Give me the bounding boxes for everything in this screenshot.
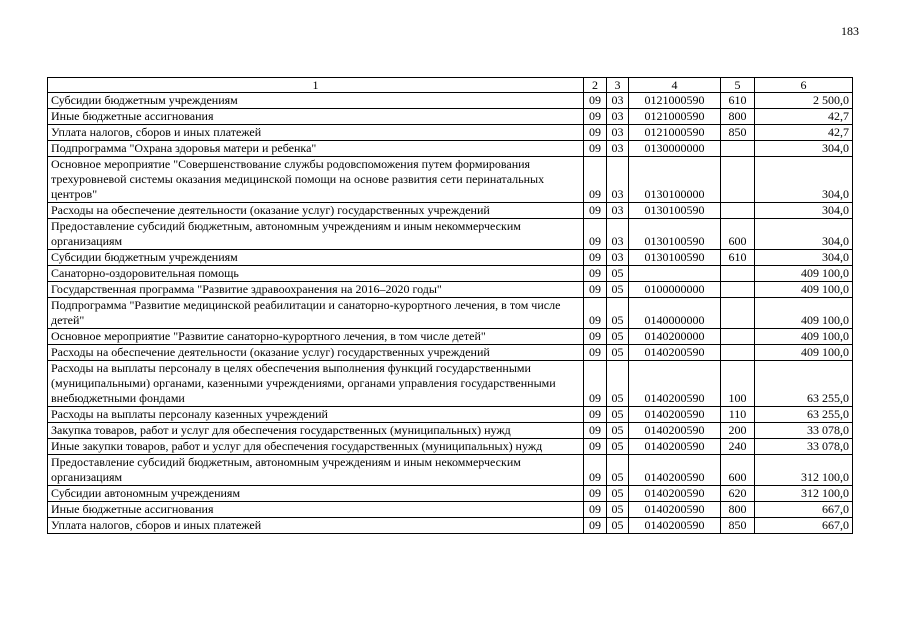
row-amount: 304,0 (755, 203, 853, 219)
row-subsection: 05 (607, 329, 629, 345)
row-amount: 2 500,0 (755, 93, 853, 109)
column-header-target: 4 (629, 78, 721, 93)
row-target-code: 0140200000 (629, 329, 721, 345)
row-section: 09 (584, 361, 607, 407)
row-expense-type: 850 (721, 518, 755, 534)
row-target-code: 0140200590 (629, 455, 721, 486)
row-subsection: 05 (607, 455, 629, 486)
row-amount: 304,0 (755, 219, 853, 250)
row-name: Уплата налогов, сборов и иных платежей (48, 125, 584, 141)
row-expense-type: 600 (721, 455, 755, 486)
row-subsection: 03 (607, 93, 629, 109)
table-row (48, 141, 853, 157)
row-subsection: 03 (607, 109, 629, 125)
row-amount: 667,0 (755, 518, 853, 534)
row-name: Расходы на обеспечение деятельности (оказание услуг) государственных учреждений (48, 203, 584, 219)
row-section: 09 (584, 250, 607, 266)
row-name: Предоставление субсидий бюджетным, автономным учреждениям и иным некоммерческим организациям (48, 219, 584, 250)
row-target-code: 0130100590 (629, 250, 721, 266)
row-subsection: 03 (607, 141, 629, 157)
row-section: 09 (584, 455, 607, 486)
row-subsection: 05 (607, 345, 629, 361)
row-amount: 409 100,0 (755, 298, 853, 329)
row-expense-type (721, 203, 755, 219)
row-expense-type: 110 (721, 407, 755, 423)
row-section: 09 (584, 502, 607, 518)
page-number: 183 (841, 24, 859, 38)
row-expense-type (721, 282, 755, 298)
row-expense-type (721, 157, 755, 203)
table-row (48, 157, 853, 203)
row-section: 09 (584, 125, 607, 141)
row-name: Предоставление субсидий бюджетным, автономным учреждениям и иным некоммерческим организациям (48, 455, 584, 486)
row-expense-type: 610 (721, 93, 755, 109)
row-target-code: 0140200590 (629, 345, 721, 361)
row-section: 09 (584, 423, 607, 439)
table-row (48, 125, 853, 141)
row-subsection: 05 (607, 486, 629, 502)
row-expense-type (721, 298, 755, 329)
row-expense-type: 600 (721, 219, 755, 250)
table-row (48, 266, 853, 282)
row-name: Подпрограмма "Охрана здоровья матери и ребенка" (48, 141, 584, 157)
row-expense-type: 100 (721, 361, 755, 407)
row-amount: 33 078,0 (755, 423, 853, 439)
row-target-code: 0130100590 (629, 219, 721, 250)
row-section: 09 (584, 141, 607, 157)
row-section: 09 (584, 266, 607, 282)
row-amount: 667,0 (755, 502, 853, 518)
row-section: 09 (584, 486, 607, 502)
row-subsection: 05 (607, 502, 629, 518)
row-section: 09 (584, 203, 607, 219)
row-subsection: 03 (607, 125, 629, 141)
table-row (48, 486, 853, 502)
row-section: 09 (584, 439, 607, 455)
row-target-code: 0140200590 (629, 407, 721, 423)
row-expense-type: 240 (721, 439, 755, 455)
row-amount: 312 100,0 (755, 455, 853, 486)
row-amount: 409 100,0 (755, 329, 853, 345)
table-row (48, 93, 853, 109)
row-amount: 409 100,0 (755, 282, 853, 298)
row-name: Государственная программа "Развитие здравоохранения на 2016–2020 годы" (48, 282, 584, 298)
row-name: Основное мероприятие "Совершенствование службы родовспоможения путем формирования трехуровневой системы оказания медицинской помощи на основе развития сети перинатальных центров" (48, 157, 584, 203)
row-expense-type (721, 345, 755, 361)
table-row (48, 518, 853, 534)
row-name: Подпрограмма "Развитие медицинской реабилитации и санаторно-курортного лечения, в том числе детей" (48, 298, 584, 329)
row-subsection: 05 (607, 361, 629, 407)
row-subsection: 03 (607, 219, 629, 250)
row-target-code: 0130100000 (629, 157, 721, 203)
row-expense-type (721, 141, 755, 157)
table-row (48, 282, 853, 298)
column-header-expense-type: 5 (721, 78, 755, 93)
row-target-code: 0140200590 (629, 423, 721, 439)
row-section: 09 (584, 329, 607, 345)
table-row (48, 423, 853, 439)
budget-table (47, 77, 853, 534)
table-row (48, 502, 853, 518)
table-row (48, 298, 853, 329)
row-subsection: 05 (607, 298, 629, 329)
row-amount: 42,7 (755, 109, 853, 125)
table-row (48, 407, 853, 423)
row-expense-type: 850 (721, 125, 755, 141)
row-amount: 409 100,0 (755, 345, 853, 361)
column-header-name: 1 (48, 78, 584, 93)
table-header-row (48, 78, 853, 93)
row-subsection: 05 (607, 266, 629, 282)
row-expense-type (721, 329, 755, 345)
row-name: Иные закупки товаров, работ и услуг для обеспечения государственных (муниципальных) нужд (48, 439, 584, 455)
row-target-code: 0140200590 (629, 439, 721, 455)
row-target-code: 0140000000 (629, 298, 721, 329)
row-expense-type: 610 (721, 250, 755, 266)
row-section: 09 (584, 93, 607, 109)
row-section: 09 (584, 282, 607, 298)
row-amount: 304,0 (755, 157, 853, 203)
table-row (48, 203, 853, 219)
column-header-amount: 6 (755, 78, 853, 93)
row-name: Санаторно-оздоровительная помощь (48, 266, 584, 282)
row-name: Субсидии бюджетным учреждениям (48, 250, 584, 266)
row-section: 09 (584, 219, 607, 250)
row-section: 09 (584, 407, 607, 423)
row-subsection: 05 (607, 439, 629, 455)
table-row (48, 361, 853, 407)
table-row (48, 109, 853, 125)
row-amount: 42,7 (755, 125, 853, 141)
row-subsection: 03 (607, 157, 629, 203)
row-name: Закупка товаров, работ и услуг для обеспечения государственных (муниципальных) нужд (48, 423, 584, 439)
row-amount: 312 100,0 (755, 486, 853, 502)
table-row (48, 250, 853, 266)
row-subsection: 03 (607, 203, 629, 219)
row-expense-type (721, 266, 755, 282)
row-section: 09 (584, 157, 607, 203)
row-name: Основное мероприятие "Развитие санаторно-курортного лечения, в том числе детей" (48, 329, 584, 345)
row-target-code: 0140200590 (629, 361, 721, 407)
table-row (48, 345, 853, 361)
row-target-code: 0140200590 (629, 486, 721, 502)
row-target-code: 0121000590 (629, 109, 721, 125)
row-amount: 409 100,0 (755, 266, 853, 282)
row-target-code: 0140200590 (629, 518, 721, 534)
row-amount: 304,0 (755, 250, 853, 266)
row-name: Иные бюджетные ассигнования (48, 109, 584, 125)
row-subsection: 03 (607, 250, 629, 266)
row-amount: 33 078,0 (755, 439, 853, 455)
row-target-code: 0130000000 (629, 141, 721, 157)
table-row (48, 329, 853, 345)
row-amount: 304,0 (755, 141, 853, 157)
row-target-code: 0130100590 (629, 203, 721, 219)
row-amount: 63 255,0 (755, 361, 853, 407)
row-name: Уплата налогов, сборов и иных платежей (48, 518, 584, 534)
column-header-subsection: 3 (607, 78, 629, 93)
row-name: Расходы на выплаты персоналу казенных учреждений (48, 407, 584, 423)
row-target-code (629, 266, 721, 282)
row-name: Иные бюджетные ассигнования (48, 502, 584, 518)
row-target-code: 0140200590 (629, 502, 721, 518)
row-amount: 63 255,0 (755, 407, 853, 423)
row-name: Расходы на обеспечение деятельности (оказание услуг) государственных учреждений (48, 345, 584, 361)
table-row (48, 439, 853, 455)
column-header-section: 2 (584, 78, 607, 93)
row-subsection: 05 (607, 282, 629, 298)
row-expense-type: 800 (721, 109, 755, 125)
row-subsection: 05 (607, 518, 629, 534)
row-name: Субсидии автономным учреждениям (48, 486, 584, 502)
row-name: Расходы на выплаты персоналу в целях обеспечения выполнения функций государственными (муниципальными) органами, казенными учреждениями, органами управления государственными внебюджетными фондами (48, 361, 584, 407)
table-row (48, 455, 853, 486)
row-section: 09 (584, 518, 607, 534)
row-name: Субсидии бюджетным учреждениям (48, 93, 584, 109)
row-subsection: 05 (607, 423, 629, 439)
row-expense-type: 800 (721, 502, 755, 518)
row-target-code: 0121000590 (629, 125, 721, 141)
row-section: 09 (584, 345, 607, 361)
row-expense-type: 620 (721, 486, 755, 502)
table-row (48, 219, 853, 250)
row-target-code: 0121000590 (629, 93, 721, 109)
row-subsection: 05 (607, 407, 629, 423)
row-section: 09 (584, 109, 607, 125)
row-expense-type: 200 (721, 423, 755, 439)
row-target-code: 0100000000 (629, 282, 721, 298)
row-section: 09 (584, 298, 607, 329)
